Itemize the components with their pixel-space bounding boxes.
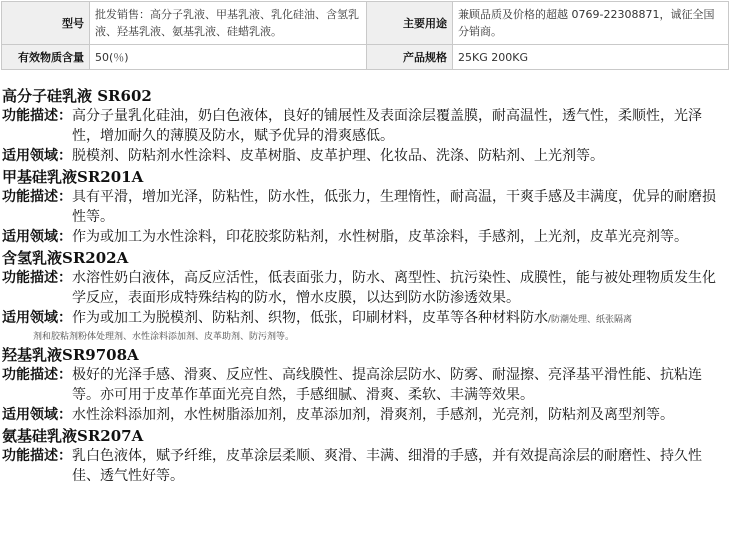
product-title: 高分子硅乳液 SR602	[2, 87, 152, 105]
feature-text: 极好的光泽手感、滑爽、反应性、高线膜性、提高涂层防水、防雾、耐湿擦、亮泽基平滑性能、抗粘连等。亦可用于皮革作革面光亮自然，手感细腻、滑爽、柔软、丰满等效果。	[72, 367, 702, 403]
feature-description	[2, 106, 728, 146]
application-field	[2, 308, 728, 330]
product-title: 羟基乳液SR9708A	[2, 346, 139, 364]
application-text: 水性涂料添加剂，水性树脂添加剂，皮革添加剂，滑爽剂，手感剂，光亮剂，防粘剂及离型剂等。	[72, 407, 674, 423]
product-list	[2, 87, 728, 486]
feature-text: 水溶性奶白液体，高反应活性，低表面张力，防水、离型性、抗污染性、成膜性，能与被处理物质发生化学反应，表面形成特殊结构的防水，憎水皮膜，以达到防水防渗透效果。	[72, 270, 716, 306]
application-text-continuation: 剂和胶粘剂粉体处理剂、水性涂料添加剂、皮革助剂、防污剂等。	[33, 332, 295, 342]
feature-label: 功能描述：	[2, 270, 72, 286]
product-title: 含氢乳液SR202A	[2, 249, 129, 267]
model-label: 型号	[2, 2, 90, 45]
feature-text: 高分子量乳化硅油，奶白色液体，良好的铺展性及表面涂层覆盖膜，耐高温性，透气性，柔顺性，光泽性，增加耐久的薄膜及防水，赋予优异的滑爽感低。	[72, 108, 702, 144]
use-label: 主要用途	[367, 2, 453, 45]
pack-label: 产品规格	[367, 45, 453, 70]
application-field	[2, 405, 728, 425]
pack-value: 25KG 200KG	[453, 45, 729, 70]
application-label: 适用领域：	[2, 229, 72, 245]
product-title: 甲基硅乳液SR201A	[2, 168, 144, 186]
application-text: 作为或加工为水性涂料，印花胶浆防粘剂，水性树脂，皮革涂料，手感剂，上光剂，皮革光亮剂等。	[72, 229, 688, 245]
application-label: 适用领域：	[2, 310, 72, 326]
feature-label: 功能描述：	[2, 189, 72, 205]
application-text-main: 作为或加工为脱模剂、防粘剂、织物，低张，印刷材料，皮革等各种材料防水	[72, 310, 548, 326]
product-title: 氨基硅乳液SR207A	[2, 427, 144, 445]
use-value: 兼顾品质及价格的超越 0769-22308871，诚征全国分销商。	[453, 2, 729, 45]
feature-description	[2, 187, 728, 227]
product-sr201a	[2, 168, 728, 247]
content-label: 有效物质含量	[2, 45, 90, 70]
feature-description	[2, 446, 728, 486]
feature-text: 具有平滑，增加光泽，防粘性，防水性，低张力，生理惰性，耐高温，干爽手感及丰满度，优异的耐磨损性等。	[72, 189, 716, 225]
feature-label: 功能描述：	[2, 367, 72, 383]
feature-description	[2, 268, 728, 308]
feature-description	[2, 365, 728, 405]
application-field	[2, 146, 728, 166]
application-label: 适用领域：	[2, 148, 72, 164]
spec-table	[1, 1, 729, 70]
model-value: 批发销售：高分子乳液、甲基乳液、乳化硅油、含氢乳液、羟基乳液、氨基乳液、硅蜡乳液。	[90, 2, 367, 45]
product-sr9708a	[2, 346, 728, 425]
application-text-small: /防潮处理、纸张隔离	[548, 315, 633, 325]
application-text: 脱模剂、防粘剂水性涂料、皮革树脂、皮革护理、化妆品、洗涤、防粘剂、上光剂等。	[72, 148, 604, 164]
application-field	[2, 227, 728, 247]
spec-row-model	[2, 2, 729, 45]
feature-text: 乳白色液体，赋予纤维，皮革涂层柔顺、爽滑、丰满、细滑的手感，并有效提高涂层的耐磨性、持久性佳、透气性好等。	[72, 448, 702, 484]
application-text	[72, 308, 728, 330]
application-label: 适用领域：	[2, 407, 72, 423]
spec-row-content	[2, 45, 729, 70]
product-sr207a	[2, 427, 728, 486]
product-sr602	[2, 87, 728, 166]
content-value: 50(％)	[90, 45, 367, 70]
feature-label: 功能描述：	[2, 108, 72, 124]
product-sr202a	[2, 249, 728, 344]
feature-label: 功能描述：	[2, 448, 72, 464]
